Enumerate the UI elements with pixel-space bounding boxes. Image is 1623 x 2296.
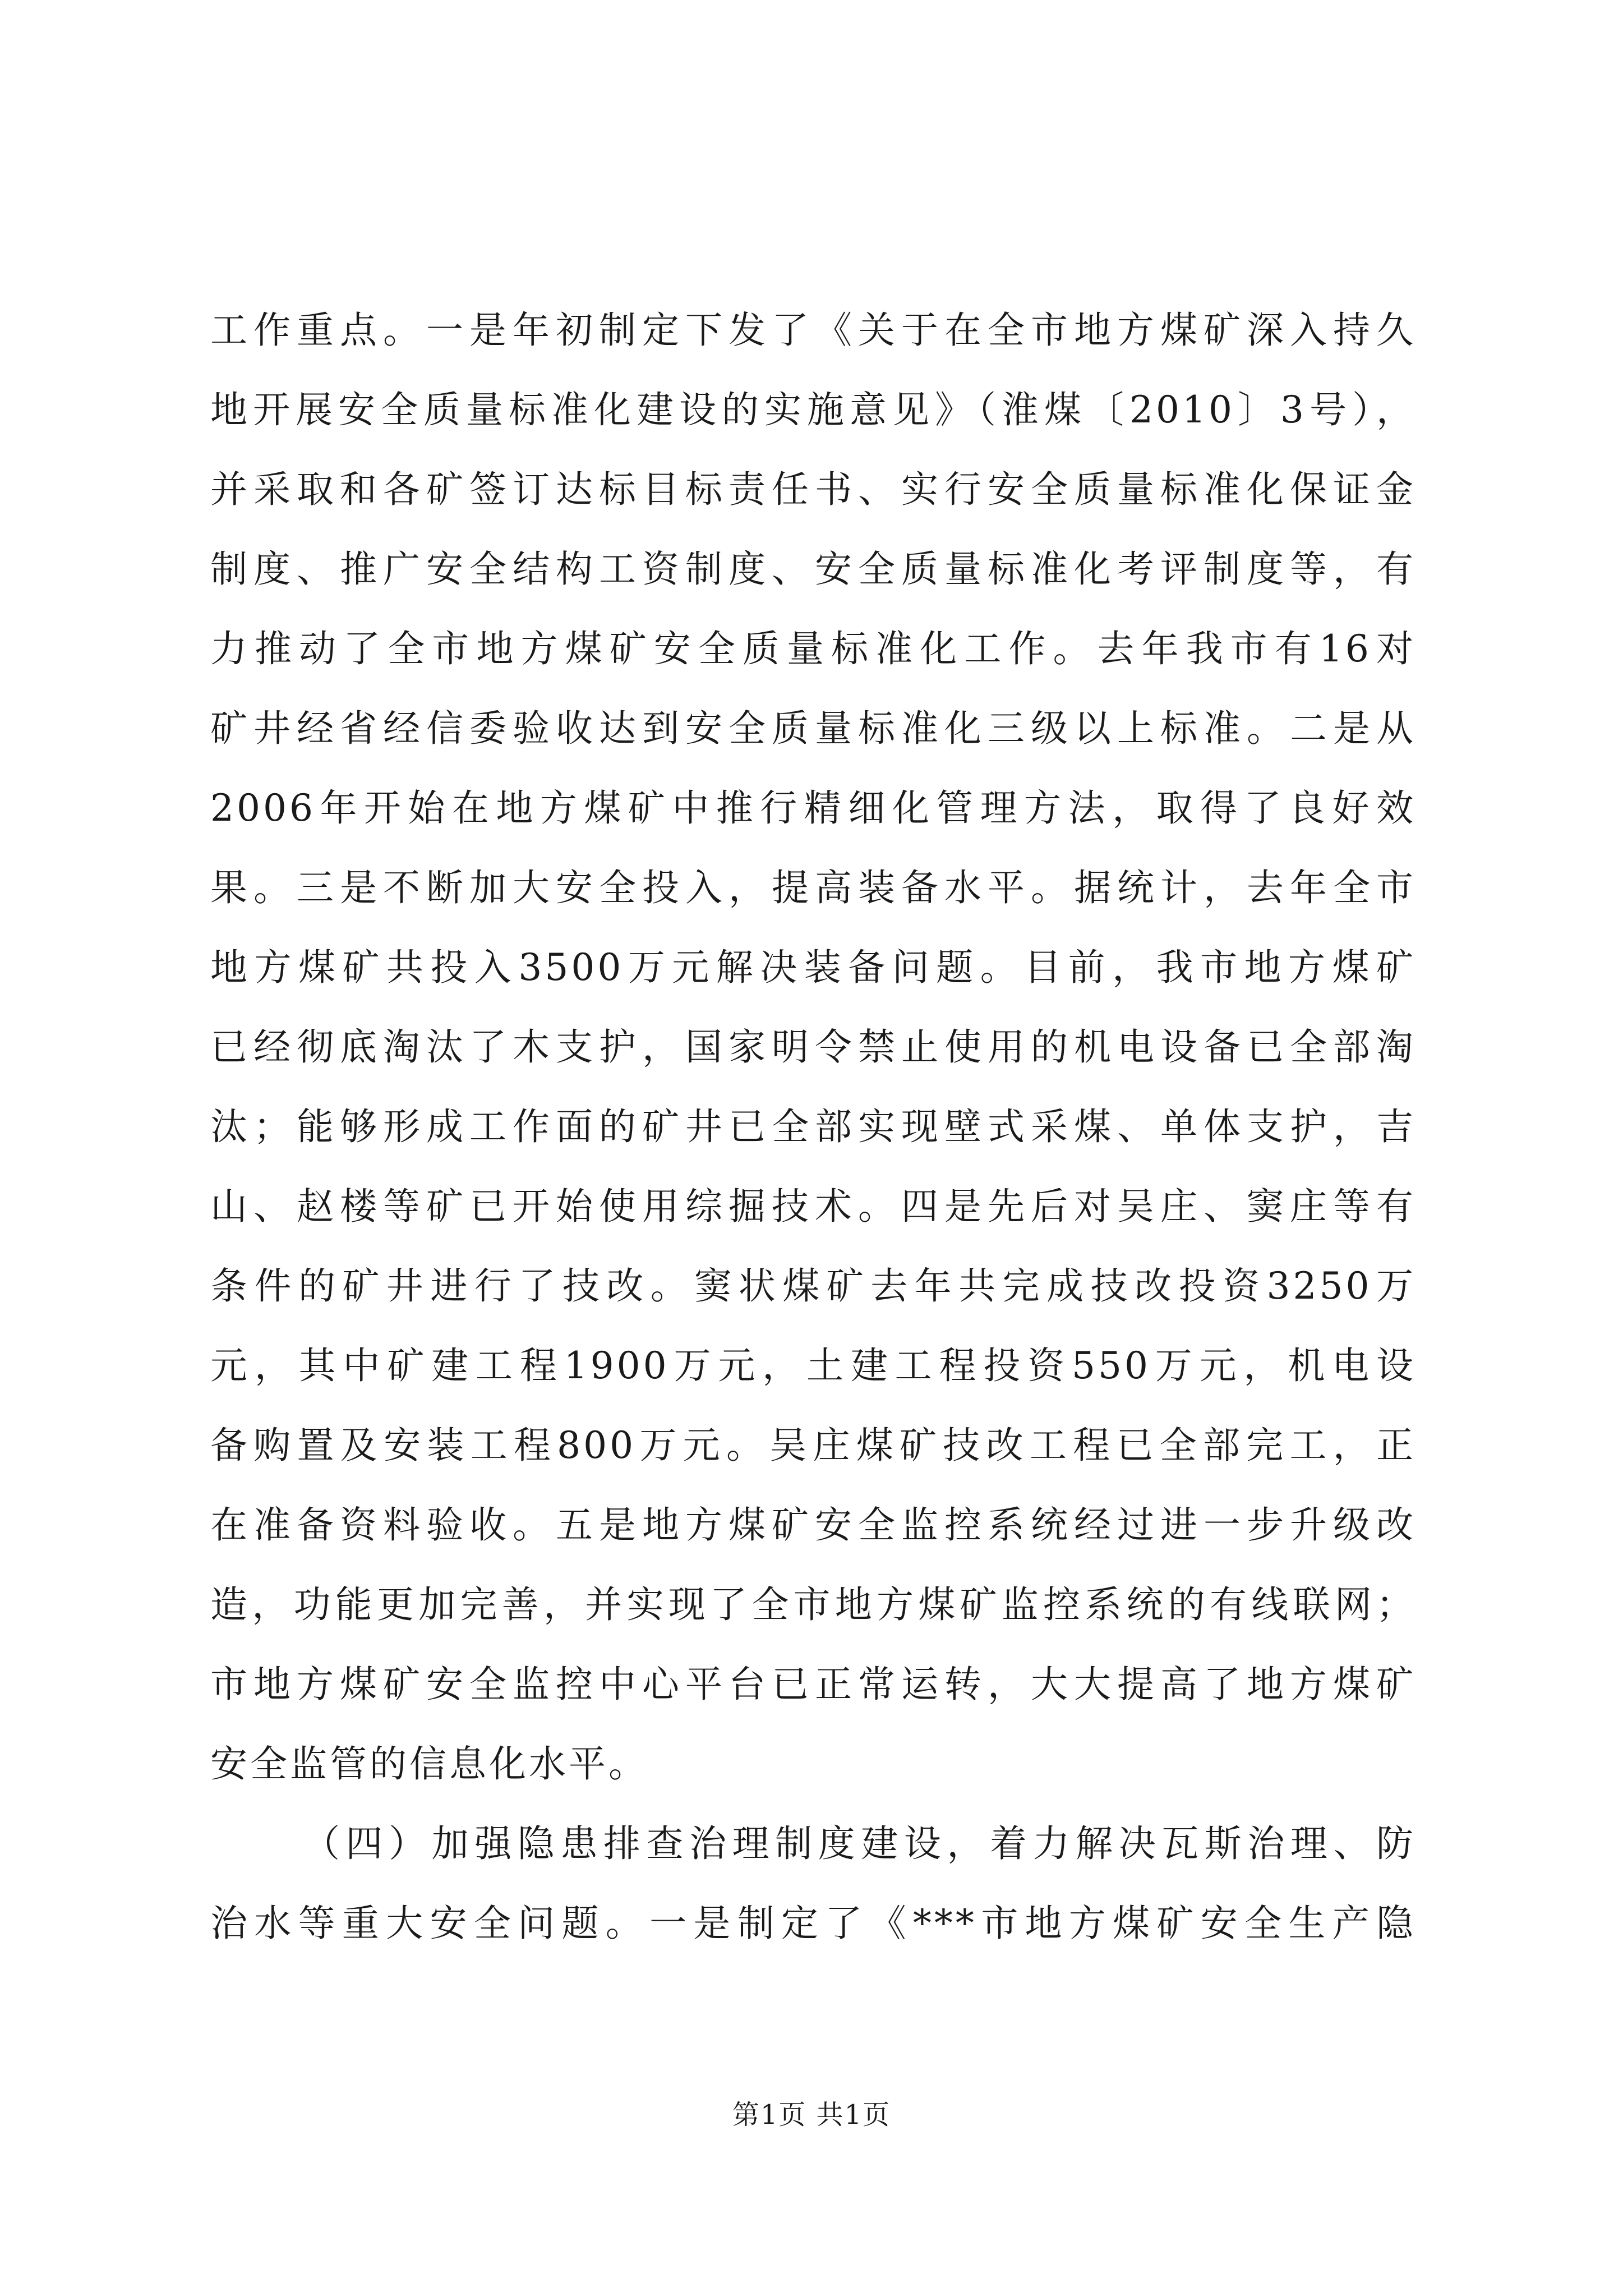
text-line: 汰；能够形成工作面的矿井已全部实现壁式采煤、单体支护，吉 — [210, 1105, 1416, 1148]
text-line: 工作重点。一是年初制定下发了《关于在全市地方煤矿深入持久 — [210, 309, 1416, 352]
text-line: 矿井经省经信委验收达到安全质量标准化三级以上标准。二是从 — [210, 707, 1416, 750]
text-line: 元，其中矿建工程1900万元，土建工程投资550万元，机电设 — [210, 1344, 1416, 1387]
text-line: 安全监管的信息化水平。 — [210, 1742, 648, 1786]
text-line: 已经彻底淘汰了木支护，国家明令禁止使用的机电设备已全部淘 — [210, 1025, 1416, 1069]
text-line: 治水等重大安全问题。一是制定了《***市地方煤矿安全生产隐 — [210, 1902, 1416, 1945]
text-line: 果。三是不断加大安全投入，提高装备水平。据统计，去年全市 — [210, 866, 1416, 909]
text-line: 备购置及安装工程800万元。吴庄煤矿技改工程已全部完工，正 — [210, 1424, 1416, 1467]
page-footer — [0, 2098, 1623, 2132]
text-line: 在准备资料验收。五是地方煤矿安全监控系统经过进一步升级改 — [210, 1503, 1416, 1547]
text-line: 造，功能更加完善，并实现了全市地方煤矿监控系统的有线联网； — [210, 1583, 1416, 1626]
page-number: 第1页 共1页 — [732, 2099, 891, 2131]
text-line: 并采取和各矿签订达标目标责任书、实行安全质量标准化保证金 — [210, 468, 1416, 511]
text-line: 力推动了全市地方煤矿安全质量标准化工作。去年我市有16对 — [210, 627, 1416, 670]
text-line: 地开展安全质量标准化建设的实施意见》（淮煤〔2010〕3号）， — [210, 388, 1416, 431]
section-heading-line: （四）加强隐患排查治理制度建设，着力解决瓦斯治理、防 — [303, 1822, 1416, 1865]
text-line: 山、赵楼等矿已开始使用综掘技术。四是先后对吴庄、窦庄等有 — [210, 1185, 1416, 1228]
body-text — [210, 291, 1416, 1963]
text-line: 市地方煤矿安全监控中心平台已正常运转，大大提高了地方煤矿 — [210, 1663, 1416, 1706]
text-line: 2006年开始在地方煤矿中推行精细化管理方法，取得了良好效 — [210, 786, 1416, 830]
text-line: 制度、推广安全结构工资制度、安全质量标准化考评制度等，有 — [210, 547, 1416, 591]
text-line: 地方煤矿共投入3500万元解决装备问题。目前，我市地方煤矿 — [210, 946, 1416, 989]
text-line: 条件的矿井进行了技改。窦状煤矿去年共完成技改投资3250万 — [210, 1264, 1416, 1308]
